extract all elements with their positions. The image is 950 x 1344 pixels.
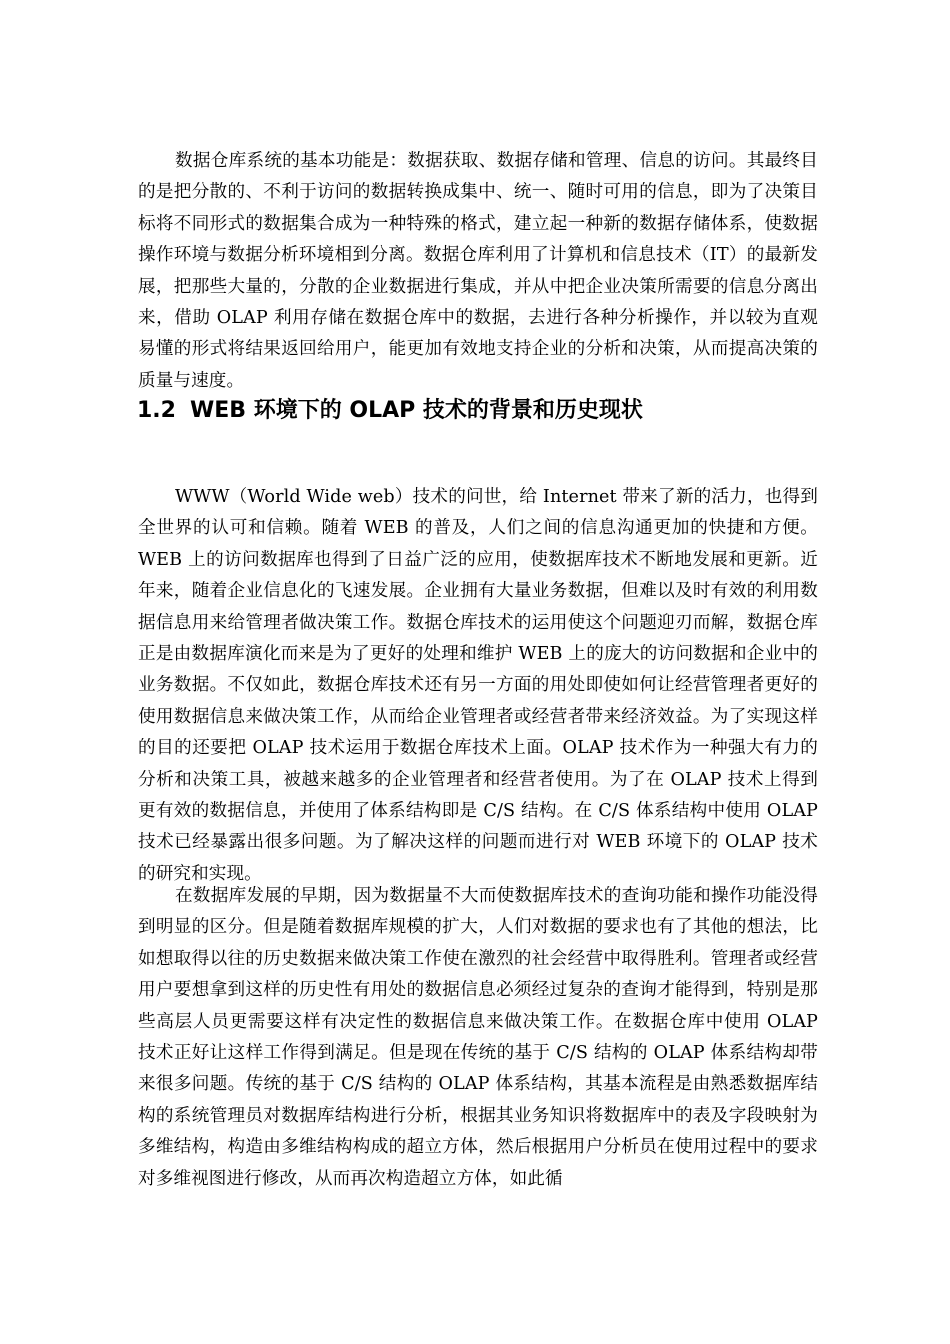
section-heading	[137, 395, 643, 427]
section-number: 1.2	[137, 398, 176, 423]
paragraph-web-background: WWW（World Wide web）技术的问世，给 Internet 带来了新的活力，也得到全世界的认可和信赖。随着 WEB 的普及，人们之间的信息沟通更加的快捷和方便。WEB 上的访问数据库也得到了日益广泛的应用，使数据库技术不断地发展和更新。近年来，随着企业信息化的飞速发展。企业拥有大量业务数据，但难以及时有效的利用数据信息用来给管理者做决策工作。数据仓库技术的运用使这个问题迎刃而解，数据仓库正是由数据库演化而来是为了更好的处理和维护 WEB 上的庞大的访问数据和企业中的业务数据。不仅如此，数据仓库技术还有另一方面的用处即使如何让经营管理者更好的使用数据信息来做决策工作，从而给企业管理者或经营者带来经济效益。为了实现这样的目的还要把 OLAP 技术运用于数据仓库技术上面。OLAP 技术作为一种强大有力的分析和决策工具，被越来越多的企业管理者和经营者使用。为了在 OLAP 技术上得到更有效的数据信息，并使用了体系结构即是 C/S 结构。在 C/S 体系结构中使用 OLAP 技术已经暴露出很多问题。为了解决这样的问题而进行对 WEB 环境下的 OLAP 技术的研究和实现。	[138, 487, 818, 884]
section-title: WEB 环境下的 OLAP 技术的背景和历史现状	[189, 398, 643, 423]
paragraph-olap-history: 在数据库发展的早期，因为数据量不大而使数据库技术的查询功能和操作功能没得到明显的区分。但是随着数据库规模的扩大，人们对数据的要求也有了其他的想法，比如想取得以往的历史数据来做决策工作使在激烈的社会经营中取得胜利。管理者或经营用户要想拿到这样的历史性有用处的数据信息必须经过复杂的查询才能得到，特别是那些高层人员更需要这样有决定性的数据信息来做决策工作。在数据仓库中使用 OLAP 技术正好让这样工作得到满足。但是现在传统的基于 C/S 结构的 OLAP 体系结构却带来很多问题。传统的基于 C/S 结构的 OLAP 体系结构，其基本流程是由熟悉数据库结构的系统管理员对数据库结构进行分析，根据其业务知识将数据库中的表及字段映射为多维结构，构造由多维结构构成的超立方体，然后根据用户分析员在使用过程中的要求对多维视图进行修改，从而再次构造超立方体，如此循	[138, 886, 818, 1189]
paragraph-data-warehouse-functions: 数据仓库系统的基本功能是：数据获取、数据存储和管理、信息的访问。其最终目的是把分散的、不利于访问的数据转换成集中、统一、随时可用的信息，即为了决策目标将不同形式的数据集合成为一种特殊的格式，建立起一种新的数据存储体系，使数据操作环境与数据分析环境相到分离。数据仓库利用了计算机和信息技术（IT）的最新发展，把那些大量的，分散的企业数据进行集成，并从中把企业决策所需要的信息分离出来，借助 OLAP 利用存储在数据仓库中的数据，去进行各种分析操作，并以较为直观易懂的形式将结果返回给用户，能更加有效地支持企业的分析和决策，从而提高决策的质量与速度。	[138, 151, 818, 391]
